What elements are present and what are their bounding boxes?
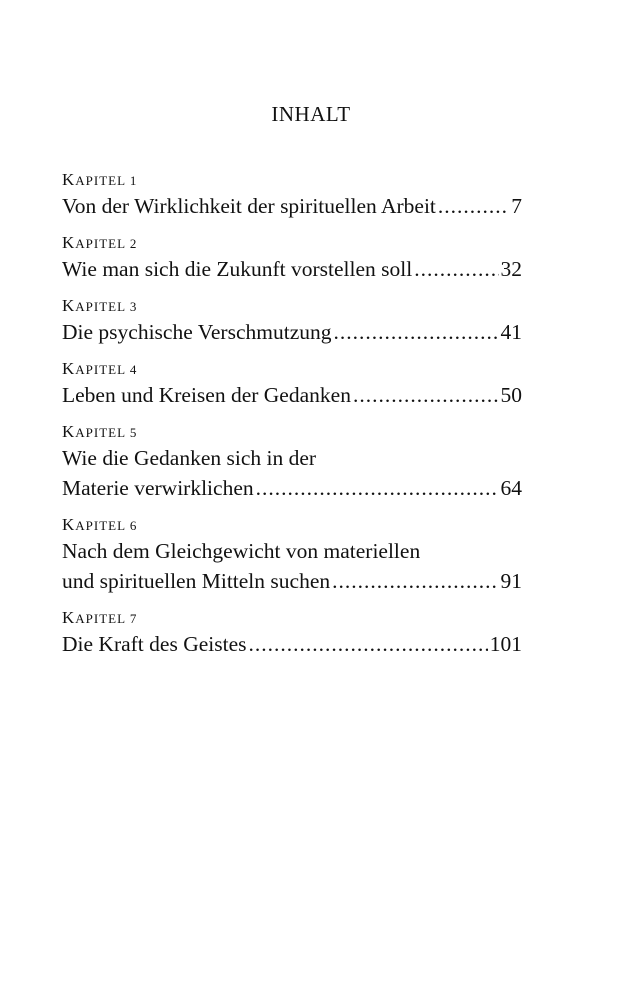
page-number: 50 bbox=[500, 383, 522, 407]
chapter-label: KAPITEL 6 bbox=[62, 515, 138, 534]
toc-entry-chapter-2 bbox=[62, 233, 522, 284]
chapter-title: Die psychische Verschmutzung ..... 41 bbox=[62, 317, 522, 347]
chapter-label: KAPITEL 5 bbox=[62, 422, 138, 441]
toc-entry-chapter-5 bbox=[62, 422, 522, 503]
toc-entry-chapter-3 bbox=[62, 296, 522, 347]
chapter-title: Die Kraft des Geistes ..... 101 bbox=[62, 629, 522, 659]
toc-entry-chapter-7 bbox=[62, 608, 522, 659]
toc-entry-chapter-4 bbox=[62, 359, 522, 410]
chapter-title-line: Nach dem Gleichgewicht von materiellen bbox=[62, 539, 421, 563]
toc-entry-chapter-6 bbox=[62, 515, 522, 596]
page-number: 64 bbox=[500, 476, 522, 500]
chapter-title: Von der Wirklichkeit der spirituellen Arbeit ..... 7 bbox=[62, 191, 522, 221]
chapter-title-line: Wie die Gedanken sich in der bbox=[62, 446, 317, 470]
chapter-label: KAPITEL 3 bbox=[62, 296, 138, 315]
page-title: INHALT bbox=[271, 102, 351, 126]
page-number: 101 bbox=[489, 632, 522, 656]
page-number: 41 bbox=[500, 320, 522, 344]
chapter-label: KAPITEL 7 bbox=[62, 608, 138, 627]
chapter-title: Materie verwirklichen ..... 64 bbox=[62, 473, 522, 503]
table-of-contents bbox=[62, 170, 522, 671]
page-number: 7 bbox=[511, 194, 522, 218]
page-number: 91 bbox=[500, 569, 522, 593]
toc-entry-chapter-1 bbox=[62, 170, 522, 221]
chapter-label: KAPITEL 1 bbox=[62, 170, 138, 189]
chapter-title: Wie man sich die Zukunft vorstellen soll ..... 32 bbox=[62, 254, 522, 284]
page-number: 32 bbox=[500, 257, 522, 281]
chapter-title: und spirituellen Mitteln suchen ..... 91 bbox=[62, 566, 522, 596]
chapter-label: KAPITEL 4 bbox=[62, 359, 138, 378]
chapter-title: Leben und Kreisen der Gedanken ..... 50 bbox=[62, 380, 522, 410]
chapter-label: KAPITEL 2 bbox=[62, 233, 138, 252]
